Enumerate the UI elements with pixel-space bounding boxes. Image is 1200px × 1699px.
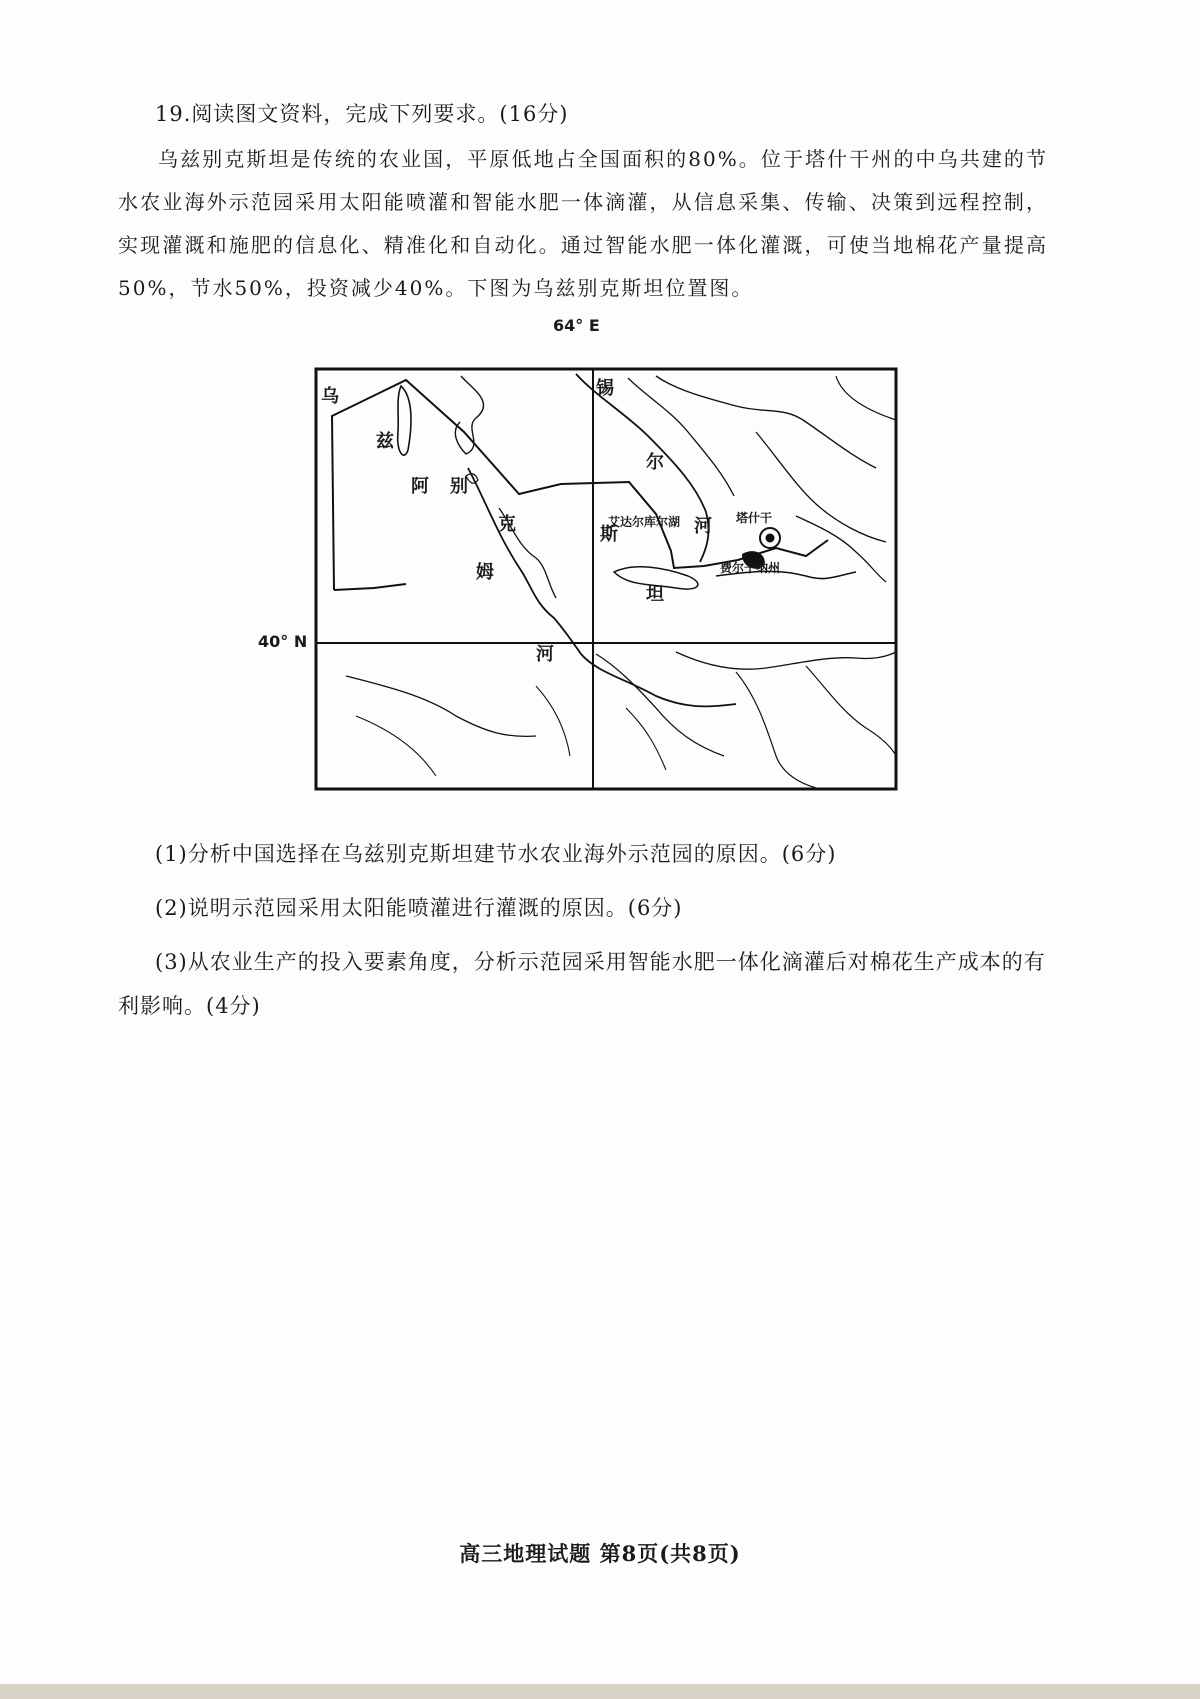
- south-rivers-7: [536, 686, 570, 756]
- south-rivers-5: [806, 666, 896, 756]
- label-mu: 姆: [476, 562, 494, 583]
- label-he-right: 河: [694, 516, 712, 537]
- longitude-label: 64° E: [553, 316, 600, 335]
- sub-question-2: (2)说明示范园采用太阳能喷灌进行灌溉的原因。(6分): [155, 896, 683, 920]
- label-tan: 坦: [646, 584, 664, 605]
- south-rivers-3: [676, 652, 896, 669]
- map-frame: [316, 369, 896, 789]
- east-rivers-4: [836, 376, 896, 420]
- page-footer: 高三地理试题 第8页(共8页): [459, 1541, 741, 1566]
- sub-question-3: (3)从农业生产的投入要素角度，分析示范园采用智能水肥一体化滴灌后对棉花生产成本的有利影响。(4分): [118, 950, 1046, 1018]
- syr-darya-river: [576, 374, 708, 562]
- label-xi: 锡: [596, 378, 614, 399]
- south-rivers-1: [346, 676, 536, 736]
- country-border-west: [334, 584, 406, 590]
- east-rivers-3: [796, 516, 886, 582]
- question-paragraph: 乌兹别克斯坦是传统的农业国，平原低地占全国面积的80%。位于塔什干州的中乌共建的节水农业海外示范园采用太阳能喷灌和智能水肥一体滴灌，从信息采集、传输、决策到远程控制，实现灌溉和施肥的信息化、精准化和自动化。通过智能水肥一体化灌溉，可使当地棉花产量提高50%，节水50%，投资减少40%。下图为乌兹别克斯坦位置图。: [118, 147, 1048, 300]
- aral-sea: [398, 386, 411, 455]
- map-drawing: [236, 336, 926, 796]
- label-bie: 别: [450, 476, 468, 497]
- label-si: 斯: [600, 524, 618, 545]
- sub-question-1: (1)分析中国选择在乌兹别克斯坦建节水农业海外示范园的原因。(6分): [155, 842, 837, 866]
- south-rivers-8: [356, 716, 436, 776]
- label-er: 尔: [646, 452, 664, 473]
- label-wu: 乌: [321, 386, 339, 407]
- tashkent-marker-inner: [766, 534, 775, 543]
- label-fergana: 费尔干纳州: [720, 561, 781, 575]
- label-zi: 兹: [376, 431, 394, 452]
- syr-darya-lower: [628, 378, 734, 496]
- uzbekistan-location-map: [236, 336, 926, 796]
- label-ke: 克: [498, 514, 516, 535]
- latitude-label: 40° N: [258, 632, 308, 651]
- scan-bottom-edge: [0, 1684, 1200, 1699]
- label-tashkent: 塔什干: [736, 511, 773, 525]
- south-rivers-4: [736, 672, 816, 788]
- label-he-left: 河: [536, 644, 554, 665]
- label-a: 阿: [411, 476, 429, 497]
- aral-sea-east: [455, 376, 483, 454]
- south-rivers-6: [626, 708, 666, 770]
- east-rivers-2: [756, 432, 886, 542]
- south-rivers-2: [596, 654, 724, 756]
- label-aidarkul: 艾达尔库尔湖: [608, 515, 681, 529]
- question-title: 19.阅读图文资料，完成下列要求。(16分): [155, 102, 569, 126]
